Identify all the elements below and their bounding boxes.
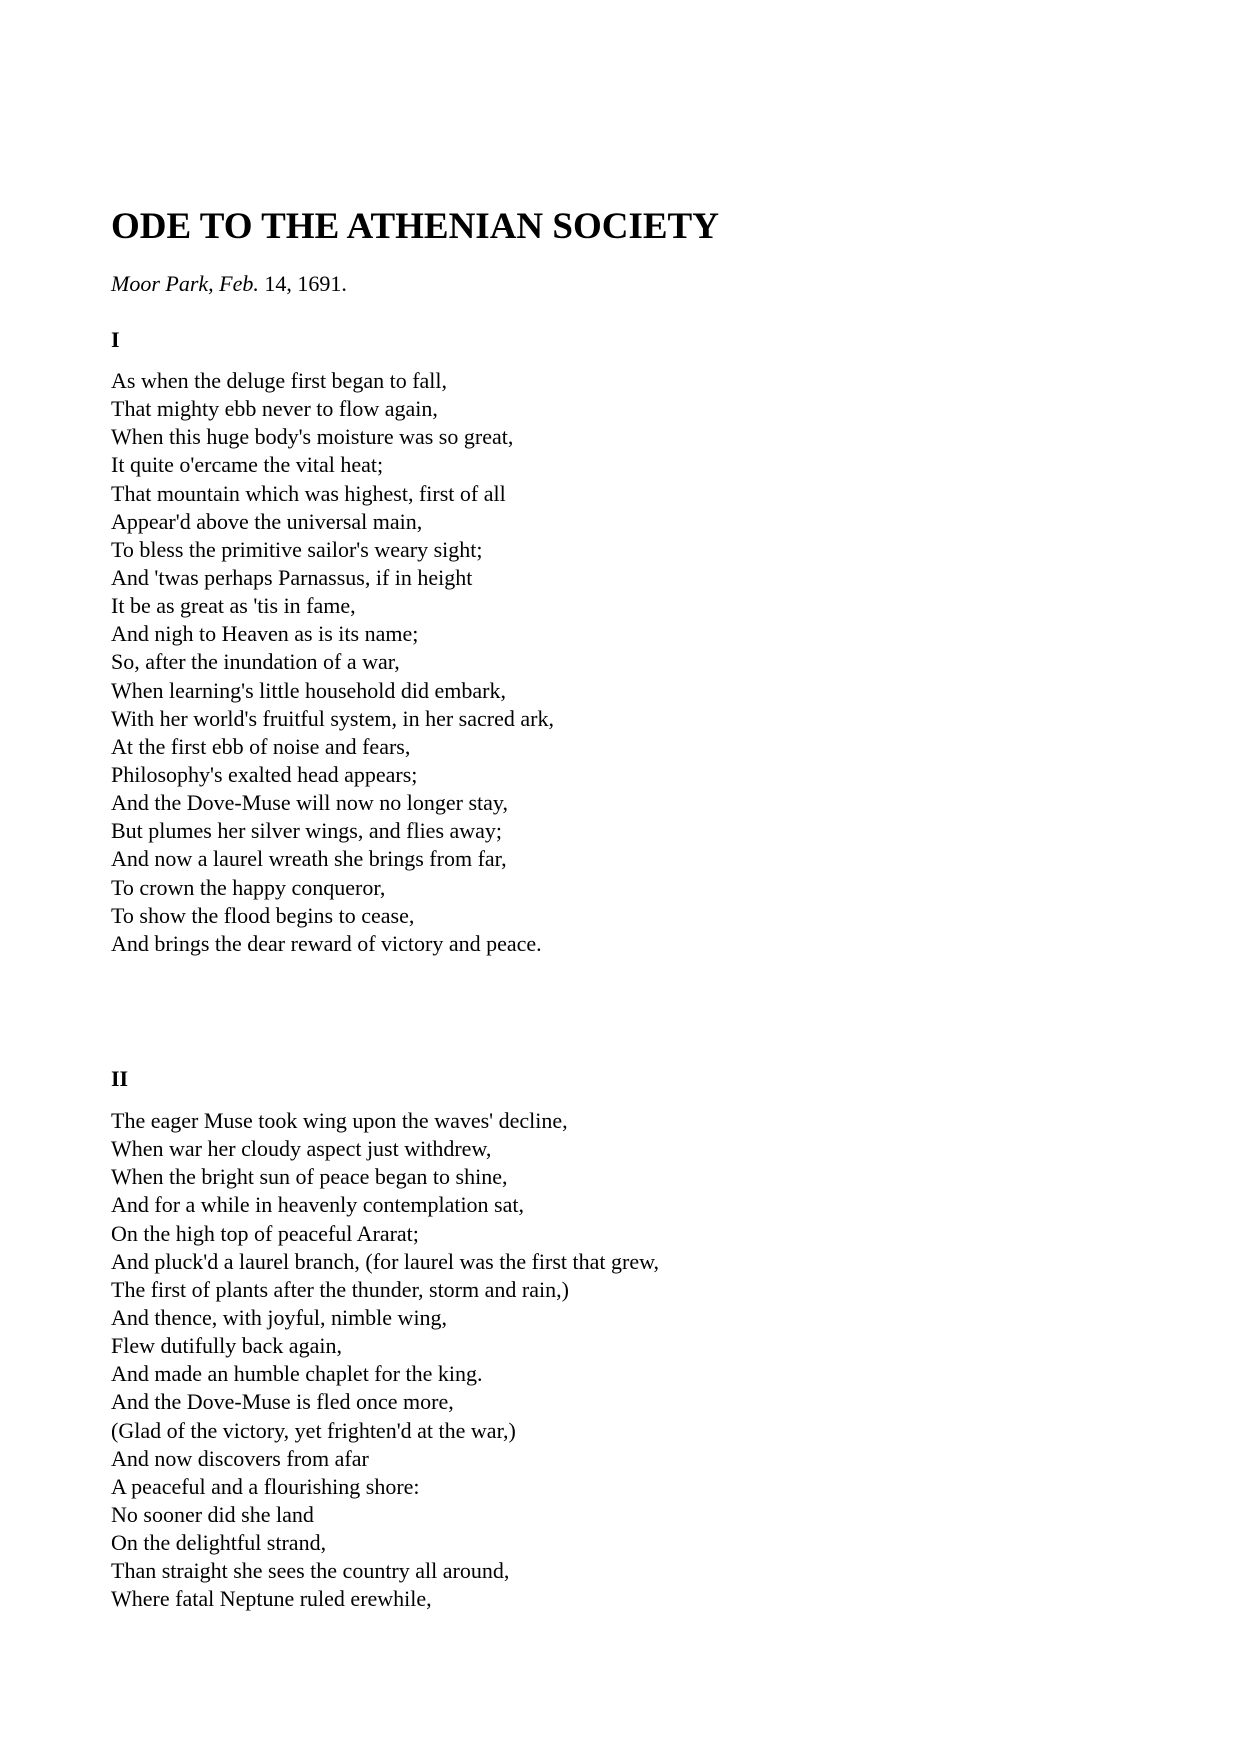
poem-line: And now a laurel wreath she brings from far, bbox=[111, 846, 507, 872]
stanza-number: I bbox=[111, 327, 120, 352]
poem-line: So, after the inundation of a war, bbox=[111, 649, 400, 675]
poem-line: At the first ebb of noise and fears, bbox=[111, 733, 411, 759]
poem-line: And the Dove-Muse is fled once more, bbox=[111, 1389, 454, 1415]
poem-line: With her world's fruitful system, in her sacred ark, bbox=[111, 705, 554, 731]
poem-line: (Glad of the victory, yet frighten'd at the war,) bbox=[111, 1417, 516, 1443]
poem-line: And made an humble chaplet for the king. bbox=[111, 1361, 483, 1387]
poem-line: And nigh to Heaven as is its name; bbox=[111, 621, 419, 647]
poem-line: It be as great as 'tis in fame, bbox=[111, 593, 356, 619]
poem-line: A peaceful and a flourishing shore: bbox=[111, 1473, 420, 1499]
dateline-month: Feb. bbox=[219, 271, 259, 296]
poem-line: No sooner did she land bbox=[111, 1501, 314, 1527]
stanza-number: II bbox=[111, 1066, 129, 1091]
poem-line: And thence, with joyful, nimble wing, bbox=[111, 1304, 448, 1330]
poem-line: On the delightful strand, bbox=[111, 1530, 327, 1556]
poem-line: To bless the primitive sailor's weary sight; bbox=[111, 536, 483, 562]
poem-line: But plumes her silver wings, and flies away; bbox=[111, 818, 503, 844]
poem-title: ODE TO THE ATHENIAN SOCIETY bbox=[111, 206, 719, 247]
dateline-place: Moor Park, bbox=[111, 271, 214, 296]
poem-line: To show the flood begins to cease, bbox=[111, 902, 415, 928]
stanza-lines bbox=[111, 367, 554, 958]
poem-line: Than straight she sees the country all around, bbox=[111, 1558, 510, 1584]
poem-line: Philosophy's exalted head appears; bbox=[111, 761, 418, 787]
stanza-lines bbox=[111, 1107, 659, 1614]
poem-line: On the high top of peaceful Ararat; bbox=[111, 1220, 419, 1246]
poem-line: And brings the dear reward of victory and peace. bbox=[111, 930, 542, 956]
poem-line: Appear'd above the universal main, bbox=[111, 508, 423, 534]
poem-line: Flew dutifully back again, bbox=[111, 1333, 342, 1359]
poem-line: As when the deluge first began to fall, bbox=[111, 368, 448, 393]
poem-line: It quite o'ercame the vital heat; bbox=[111, 452, 384, 478]
dateline-date: 14, 1691. bbox=[264, 271, 347, 296]
poem-line: The eager Muse took wing upon the waves' decline, bbox=[111, 1108, 568, 1133]
poem-line: That mountain which was highest, first of all bbox=[111, 480, 506, 506]
poem-line: That mighty ebb never to flow again, bbox=[111, 396, 438, 422]
poem-line: And now discovers from afar bbox=[111, 1445, 369, 1471]
poem-line: The first of plants after the thunder, storm and rain,) bbox=[111, 1276, 569, 1302]
poem-line: To crown the happy conqueror, bbox=[111, 874, 386, 900]
poem-line: When learning's little household did embark, bbox=[111, 677, 506, 703]
poem-line: When this huge body's moisture was so great, bbox=[111, 424, 514, 450]
poem-line: And pluck'd a laurel branch, (for laurel was the first that grew, bbox=[111, 1248, 660, 1274]
poem-line: And the Dove-Muse will now no longer stay, bbox=[111, 790, 508, 816]
poem-line: When war her cloudy aspect just withdrew, bbox=[111, 1136, 492, 1162]
poem-dateline bbox=[111, 270, 347, 298]
poem-line: And for a while in heavenly contemplation sat, bbox=[111, 1192, 524, 1218]
poem-line: Where fatal Neptune ruled erewhile, bbox=[111, 1586, 432, 1612]
poem-line: When the bright sun of peace began to shine, bbox=[111, 1164, 508, 1190]
poem-line: And 'twas perhaps Parnassus, if in height bbox=[111, 564, 473, 590]
